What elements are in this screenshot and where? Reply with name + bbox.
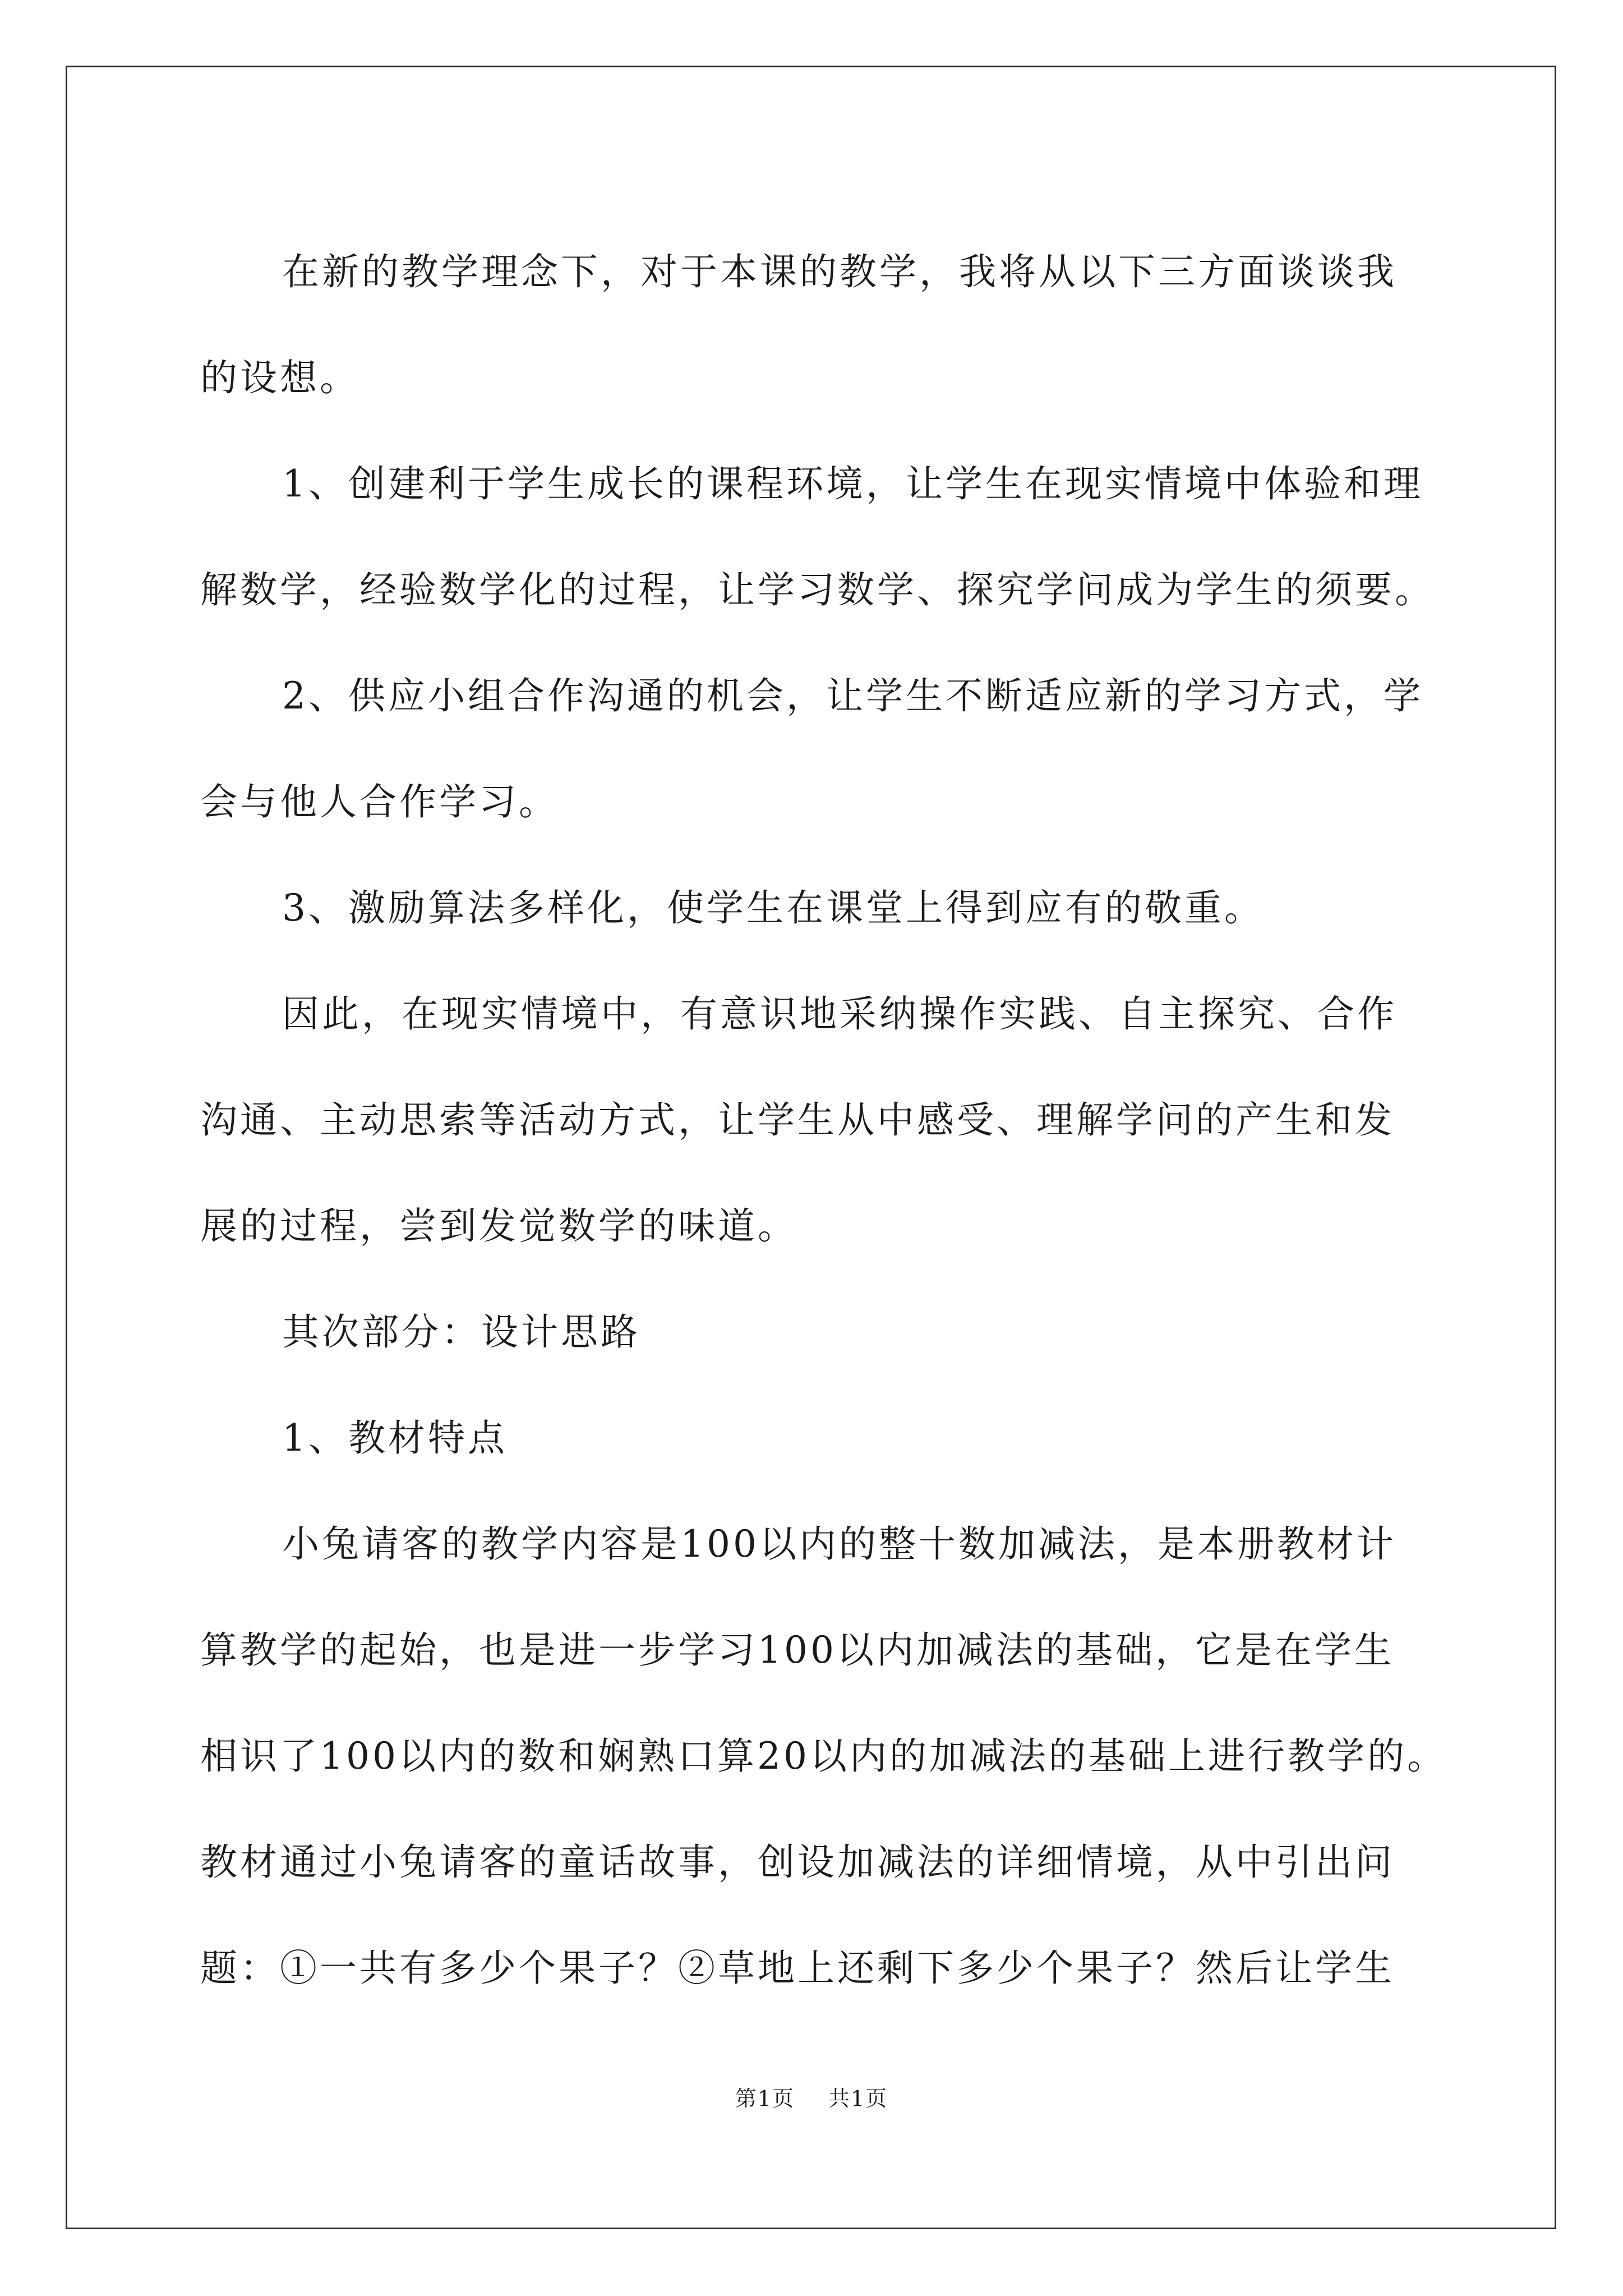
text-line: 2、供应小组合作沟通的机会，让学生不断适应新的学习方式，学 [282,674,1423,717]
page-footer [0,2081,1623,2112]
text-line: 小兔请客的教学内容是100以内的整十数加减法，是本册教材计 [282,1522,1396,1566]
text-line: 题：①一共有多少个果子？②草地上还剩下多少个果子？然后让学生 [200,1947,1395,1990]
text-line: 解数学，经验数学化的过程，让学习数学、探究学问成为学生的须要。 [200,568,1435,611]
text-line: 1、创建利于学生成长的课程环境，让学生在现实情境中体验和理 [282,462,1423,505]
text-line: 因此，在现实情境中，有意识地采纳操作实践、自主探究、合作 [282,992,1397,1036]
text-line: 相识了100以内的数和娴熟口算20以内的加减法的基础上进行教学的。 [200,1734,1447,1778]
document-body [200,219,1447,2021]
text-line: 展的过程，尝到发觉数学的味道。 [200,1204,797,1248]
section-heading: 其次部分：设计思路 [282,1310,640,1354]
page-total: 共1页 [828,2086,888,2111]
subsection-heading: 1、教材特点 [282,1416,508,1460]
text-line: 沟通、主动思索等活动方式，让学生从中感受、理解学问的产生和发 [200,1098,1395,1142]
text-line: 在新的教学理念下，对于本课的教学，我将从以下三方面谈谈我 [282,250,1397,293]
text-line: 3、激励算法多样化，使学生在课堂上得到应有的敬重。 [282,886,1264,930]
page-number: 第1页 [735,2086,795,2111]
text-line: 会与他人合作学习。 [200,780,559,823]
text-line: 教材通过小兔请客的童话故事，创设加减法的详细情境，从中引出问 [200,1841,1395,1884]
text-line: 的设想。 [200,356,359,399]
text-line: 算教学的起始，也是进一步学习100以内加减法的基础，它是在学生 [200,1628,1394,1672]
